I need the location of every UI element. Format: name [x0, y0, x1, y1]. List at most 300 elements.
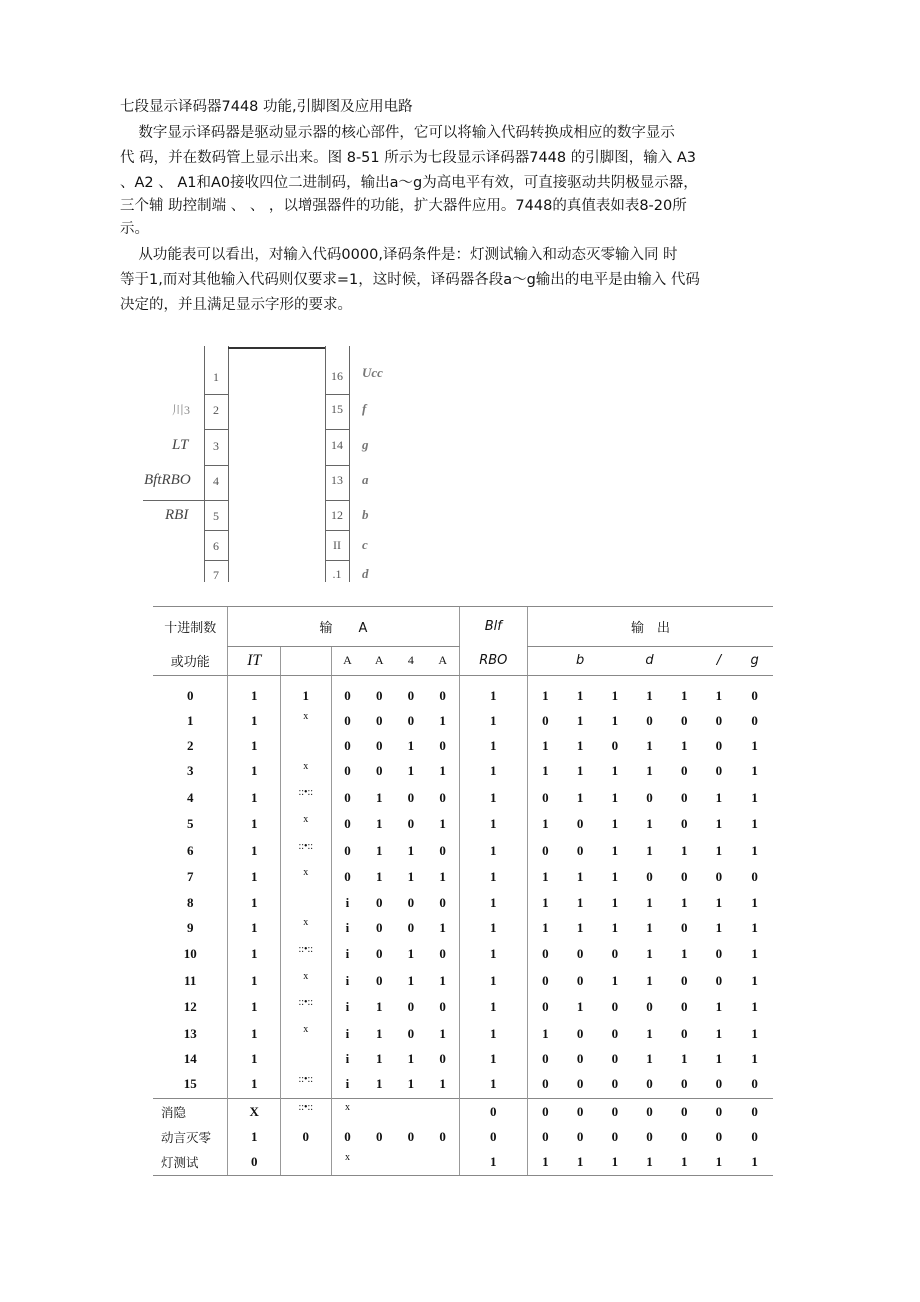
segment-output-cell: 0 [611, 1076, 619, 1092]
input-cell: 1 [407, 763, 415, 779]
pin-signal-right: d [362, 566, 369, 581]
input-cell: i [331, 1071, 363, 1098]
segment-output-cell: 1 [611, 789, 619, 805]
segment-output-cell: 1 [751, 919, 758, 935]
segment-output-cell: 0 [751, 869, 758, 885]
segment-output-cell: 0 [646, 1128, 653, 1144]
segment-output-cell: 1 [715, 687, 723, 703]
row-label: 灯测试 [153, 1149, 228, 1176]
row-label: 7 [186, 869, 194, 885]
pin-number-right: 13 [331, 473, 343, 487]
segment-output-cell: 0 [611, 1026, 619, 1042]
header-input-sub: A [331, 646, 363, 676]
input-cell: ::•:: [280, 1071, 331, 1098]
input-cell [395, 1098, 427, 1125]
pin-box-line [204, 500, 228, 501]
paragraph-line: 示。 [120, 221, 149, 237]
input-cell: ::•:: [280, 994, 331, 1021]
input-cell: 1 [228, 784, 281, 811]
pin-box-line [325, 530, 349, 531]
ic-body-top-edge [228, 347, 325, 349]
segment-output-cell: 1 [715, 816, 723, 832]
input-cell: 1 [375, 789, 383, 805]
segment-output-cell: 0 [736, 1098, 773, 1125]
input-cell [427, 1098, 459, 1125]
input-cell: 0 [407, 789, 415, 805]
input-cell [280, 734, 331, 758]
row-label: 3 [186, 763, 194, 779]
segment-output-cell: 1 [680, 687, 688, 703]
table-row [153, 811, 773, 838]
input-cell: i [331, 994, 363, 1021]
pin-number-left: 4 [213, 474, 219, 488]
input-cell: 0 [375, 737, 383, 753]
input-cell [395, 1149, 427, 1176]
row-label: 0 [186, 687, 194, 703]
table-row [153, 864, 773, 891]
segment-output-cell: 0 [646, 1076, 653, 1092]
table-row [153, 758, 773, 785]
ic-body-left-edge [228, 346, 229, 582]
input-cell: 1 [407, 946, 415, 962]
input-cell: 0 [439, 1128, 446, 1144]
table-row [153, 676, 773, 708]
input-cell: x [280, 914, 331, 941]
input-cell: 0 [439, 687, 446, 703]
pin-number-right: 14 [331, 438, 343, 452]
segment-output-cell: 0 [528, 1098, 563, 1125]
input-cell: 1 [228, 1071, 281, 1098]
input-cell: 1 [407, 842, 415, 858]
input-cell: ::•:: [280, 941, 331, 968]
segment-output-cell: 1 [528, 1149, 563, 1176]
input-cell: 0 [331, 1125, 363, 1149]
header-output-sub [667, 646, 702, 676]
input-cell: 0 [375, 763, 383, 779]
row-label: 6 [186, 842, 194, 858]
segment-output-cell: 1 [576, 999, 584, 1015]
row-label: 消隐 [153, 1098, 228, 1125]
truth-table [153, 606, 773, 1176]
segment-output-cell: 0 [646, 999, 653, 1015]
input-cell: 0 [375, 972, 383, 988]
input-cell: 0 [331, 676, 363, 708]
input-cell [280, 1047, 331, 1071]
segment-output-cell: 1 [751, 972, 758, 988]
input-cell: 1 [439, 869, 446, 885]
bi-rbo-cell: 1 [459, 838, 528, 865]
segment-output-cell: 0 [751, 1128, 758, 1144]
input-cell: 1 [228, 838, 281, 865]
input-cell: 1 [375, 842, 383, 858]
input-cell: 1 [228, 758, 281, 785]
header-function-label: 或功能 [153, 646, 228, 676]
row-label: 9 [186, 919, 194, 935]
pin-signal-right: g [362, 437, 369, 452]
segment-output-cell: 0 [576, 1076, 584, 1092]
segment-output-cell: 0 [646, 712, 653, 728]
table-row [153, 838, 773, 865]
signal-divider [143, 500, 204, 501]
segment-output-cell: 1 [736, 1149, 773, 1176]
input-cell: 1 [228, 734, 281, 758]
document-title: 七段显示译码器7448 功能,引脚图及应用电路 [120, 99, 413, 115]
header-bi-label: Blf [459, 607, 528, 647]
input-cell [427, 1149, 459, 1176]
input-cell: i [331, 891, 363, 915]
input-cell: 1 [439, 712, 446, 728]
row-label: 8 [186, 894, 194, 910]
segment-output-cell: 1 [646, 816, 653, 832]
input-cell: 1 [407, 1051, 415, 1067]
segment-output-cell: 1 [528, 864, 563, 891]
input-cell: 0 [407, 687, 415, 703]
header-output-sub: b [563, 646, 598, 676]
input-cell [280, 1149, 331, 1176]
pin-number-right: 16 [331, 369, 343, 383]
segment-output-cell: 1 [680, 946, 688, 962]
segment-output-cell: 0 [611, 999, 619, 1015]
input-cell: 0 [407, 999, 415, 1015]
input-cell: 0 [439, 1051, 446, 1067]
segment-output-cell: 0 [528, 708, 563, 735]
table-row [153, 914, 773, 941]
table-row [153, 1047, 773, 1071]
header-decimal-label: 十进制数 [153, 607, 228, 647]
segment-output-cell: 1 [751, 894, 758, 910]
pin-signal-right: Ucc [362, 365, 383, 380]
input-cell: ::•:: [280, 838, 331, 865]
bi-rbo-cell: 1 [459, 914, 528, 941]
input-cell: x [280, 758, 331, 785]
input-cell: 1 [228, 941, 281, 968]
table-row [153, 1098, 773, 1125]
paragraph-line: 代 码，并在数码管上显示出来。图 8-51 所示为七段显示译码器7448 的引脚图，输入 A3 [120, 150, 696, 166]
header-input-sub: A [363, 646, 395, 676]
segment-output-cell: 0 [528, 838, 563, 865]
segment-output-cell: 1 [646, 946, 653, 962]
segment-output-cell: 0 [680, 919, 688, 935]
pin-column-right-outer [349, 346, 350, 582]
table-row [153, 708, 773, 735]
pin-box-line [325, 465, 349, 466]
input-cell: 1 [280, 676, 331, 708]
input-cell: 0 [407, 1128, 415, 1144]
paragraph-line: 三个辅 助控制端 、 、 ，以增强器件的功能，扩大器件应用。7448的真值表如表8-20所 [120, 198, 687, 214]
input-cell: 1 [228, 676, 281, 708]
segment-output-cell: 1 [528, 891, 563, 915]
segment-output-cell: 1 [528, 734, 563, 758]
input-cell: 0 [331, 734, 363, 758]
input-cell: 0 [375, 894, 383, 910]
segment-output-cell: 0 [528, 968, 563, 995]
segment-output-cell: 0 [715, 1128, 723, 1144]
pin-box-line [204, 465, 228, 466]
bi-rbo-cell: 1 [459, 758, 528, 785]
segment-output-cell: 0 [702, 1098, 737, 1125]
pin-number-left: 5 [213, 509, 219, 523]
input-cell: i [331, 941, 363, 968]
segment-output-cell: 1 [528, 811, 563, 838]
input-cell: x [280, 968, 331, 995]
input-cell: i [331, 1047, 363, 1071]
segment-output-cell: 0 [680, 816, 688, 832]
header-rbo-label: RBO [459, 646, 528, 676]
header-outputs-title: 输 出 [528, 607, 773, 647]
input-cell: 1 [375, 816, 383, 832]
segment-output-cell: 0 [751, 1076, 758, 1092]
input-cell: 0 [407, 919, 415, 935]
bi-rbo-cell: 1 [459, 1047, 528, 1071]
pin-box-line [325, 394, 349, 395]
input-cell: 1 [439, 919, 446, 935]
table-row [153, 941, 773, 968]
segment-output-cell: 0 [715, 1076, 723, 1092]
input-cell: ::•:: [280, 784, 331, 811]
input-cell: x [280, 1021, 331, 1048]
input-cell: 0 [331, 838, 363, 865]
bi-rbo-cell: 1 [459, 864, 528, 891]
segment-output-cell: 1 [680, 1051, 688, 1067]
input-cell: 1 [407, 972, 415, 988]
input-cell: 1 [439, 763, 446, 779]
segment-output-cell: 0 [715, 869, 723, 885]
bi-rbo-cell: 1 [459, 811, 528, 838]
input-cell: 0 [407, 816, 415, 832]
input-cell: 0 [375, 1128, 383, 1144]
input-cell: 1 [228, 864, 281, 891]
row-label: 4 [186, 789, 194, 805]
table-row [153, 968, 773, 995]
input-cell: 1 [439, 1076, 446, 1092]
input-cell: x [280, 864, 331, 891]
segment-output-cell: 0 [715, 946, 723, 962]
segment-output-cell: 0 [576, 1051, 584, 1067]
segment-output-cell: 1 [646, 737, 653, 753]
header-input-sub: IT [228, 646, 281, 676]
pin-number-left: 6 [213, 539, 219, 553]
input-cell: 1 [439, 1026, 446, 1042]
input-cell: 1 [407, 869, 415, 885]
pin-number-left: 2 [213, 403, 219, 417]
segment-output-cell: 1 [751, 1026, 758, 1042]
segment-output-cell: 0 [528, 941, 563, 968]
header-row-1 [153, 607, 773, 647]
input-cell: 0 [331, 864, 363, 891]
input-cell: 0 [407, 1026, 415, 1042]
pin-box-line [204, 560, 228, 561]
segment-output-cell: 1 [751, 1051, 758, 1067]
segment-output-cell: 0 [611, 1051, 619, 1067]
segment-output-cell: 1 [576, 919, 584, 935]
input-cell: 1 [407, 1076, 415, 1092]
segment-output-cell: 0 [528, 1047, 563, 1071]
input-cell: 0 [228, 1149, 281, 1176]
input-cell [280, 891, 331, 915]
header-row-2 [153, 646, 773, 676]
segment-output-cell: 1 [702, 1149, 737, 1176]
bi-rbo-cell: 1 [459, 676, 528, 708]
input-cell: 0 [407, 712, 415, 728]
input-cell: 0 [439, 789, 446, 805]
input-cell: 0 [439, 946, 446, 962]
input-cell: 0 [375, 687, 383, 703]
pin-signal-left: LT [172, 437, 189, 453]
segment-output-cell: 0 [528, 994, 563, 1021]
segment-output-cell: 1 [680, 842, 688, 858]
input-cell: 1 [375, 1076, 383, 1092]
segment-output-cell: 1 [611, 919, 619, 935]
input-cell: 1 [439, 972, 446, 988]
pin-number-right: 15 [331, 402, 343, 416]
input-cell: 1 [375, 869, 383, 885]
segment-output-cell: 1 [646, 1051, 653, 1067]
pin-box-line [325, 560, 349, 561]
segment-output-cell: 1 [646, 1026, 653, 1042]
bi-rbo-cell: 1 [459, 994, 528, 1021]
table-row [153, 1149, 773, 1176]
segment-output-cell: 0 [715, 763, 723, 779]
segment-output-cell: 0 [715, 712, 723, 728]
bi-rbo-cell: 1 [459, 784, 528, 811]
table-row [153, 994, 773, 1021]
segment-output-cell: 0 [680, 972, 688, 988]
segment-output-cell: 1 [680, 737, 688, 753]
segment-output-cell: 1 [646, 894, 653, 910]
input-cell: x [280, 708, 331, 735]
input-cell: 0 [331, 811, 363, 838]
segment-output-cell: 1 [611, 687, 619, 703]
input-cell: X [228, 1098, 281, 1125]
pin-box-line [325, 500, 349, 501]
input-cell: 1 [228, 1125, 281, 1149]
paragraph-line: 等于1,而对其他输入代码则仅要求=1，这时候，译码器各段a～g输出的电平是由输入 代码 [120, 272, 700, 288]
segment-output-cell: 0 [680, 869, 688, 885]
segment-output-cell: 0 [680, 1128, 688, 1144]
segment-output-cell: 1 [563, 1149, 598, 1176]
segment-output-cell: 1 [646, 687, 653, 703]
input-cell: 0 [375, 946, 383, 962]
input-cell: 1 [228, 914, 281, 941]
table-row [153, 1071, 773, 1098]
segment-output-cell: 0 [680, 789, 688, 805]
segment-output-cell: 1 [576, 712, 584, 728]
segment-output-cell: 1 [646, 919, 653, 935]
input-cell: i [331, 1021, 363, 1048]
input-cell: 1 [228, 708, 281, 735]
segment-output-cell: 1 [611, 842, 619, 858]
segment-output-cell: 0 [611, 737, 619, 753]
segment-output-cell: 1 [611, 712, 619, 728]
segment-output-cell: 1 [611, 816, 619, 832]
segment-output-cell: 1 [611, 972, 619, 988]
segment-output-cell: 0 [576, 816, 584, 832]
input-cell: 1 [228, 1021, 281, 1048]
segment-output-cell: 0 [715, 972, 723, 988]
header-output-sub: d [632, 646, 667, 676]
paragraph-line: 从功能表可以看出，对输入代码0000,译码条件是：灯测试输入和动态灭零输入同 时 [120, 247, 678, 263]
segment-output-cell: 0 [576, 1026, 584, 1042]
segment-output-cell: 1 [611, 763, 619, 779]
segment-output-cell: 0 [646, 789, 653, 805]
input-cell: i [331, 968, 363, 995]
row-label: 12 [183, 999, 197, 1015]
segment-output-cell: 1 [576, 763, 584, 779]
segment-output-cell: 0 [576, 946, 584, 962]
segment-output-cell: 0 [646, 869, 653, 885]
input-cell: 1 [228, 994, 281, 1021]
row-label: 2 [186, 737, 194, 753]
input-cell: 1 [228, 891, 281, 915]
segment-output-cell: 1 [528, 758, 563, 785]
segment-output-cell: 1 [576, 687, 584, 703]
table-row [153, 1125, 773, 1149]
segment-output-cell: 1 [528, 914, 563, 941]
pin-signal-left: RBI [165, 507, 189, 523]
segment-output-cell: 0 [611, 1128, 619, 1144]
segment-output-cell: 0 [528, 1071, 563, 1098]
segment-output-cell: 1 [528, 676, 563, 708]
header-output-sub [597, 646, 632, 676]
bi-rbo-cell: 1 [459, 734, 528, 758]
input-cell: i [331, 914, 363, 941]
segment-output-cell: 1 [751, 763, 758, 779]
pin-signal-right: c [362, 537, 368, 552]
segment-output-cell: 0 [576, 1128, 584, 1144]
table-row [153, 1021, 773, 1048]
segment-output-cell: 0 [680, 712, 688, 728]
segment-output-cell: 1 [751, 789, 758, 805]
input-cell: 0 [331, 708, 363, 735]
input-cell: 0 [439, 842, 446, 858]
input-cell: 0 [331, 758, 363, 785]
input-cell: 0 [375, 712, 383, 728]
input-cell [363, 1098, 395, 1125]
segment-output-cell: 0 [680, 1076, 688, 1092]
segment-output-cell: 0 [528, 1125, 563, 1149]
segment-output-cell: 1 [646, 763, 653, 779]
row-label: 5 [186, 816, 194, 832]
input-cell: 1 [439, 816, 446, 832]
pin-number-left: 3 [213, 439, 219, 453]
row-label: 14 [183, 1051, 197, 1067]
paragraph-line: 数字显示译码器是驱动显示器的核心部件，它可以将输入代码转换成相应的数字显示 [120, 125, 675, 141]
pin-box-line [325, 429, 349, 430]
segment-output-cell: 0 [680, 763, 688, 779]
input-cell: 0 [280, 1125, 331, 1149]
pin-box-line [204, 530, 228, 531]
pin-signal-right: f [362, 401, 367, 416]
input-cell: 1 [228, 811, 281, 838]
bi-rbo-cell: 0 [459, 1125, 528, 1149]
segment-output-cell: 1 [715, 789, 723, 805]
input-cell: x [331, 1149, 363, 1176]
pin-signal-left: 川3 [172, 403, 191, 417]
segment-output-cell: 0 [680, 999, 688, 1015]
input-cell: 0 [407, 894, 415, 910]
row-label: 动言灭零 [161, 1129, 212, 1145]
pin-signal-left: BftRBO [144, 472, 191, 488]
paragraph-line: 、A2 、 A1和A0接收四位二进制码，输出a～g为高电平有效，可直接驱动共阴极显示器， [120, 175, 698, 191]
input-cell: 0 [439, 737, 446, 753]
bi-rbo-cell: 0 [459, 1098, 528, 1125]
segment-output-cell: 1 [611, 869, 619, 885]
bi-rbo-cell: 1 [459, 1149, 528, 1176]
input-cell: 1 [228, 968, 281, 995]
input-cell: ::•:: [280, 1098, 331, 1125]
segment-output-cell: 1 [715, 1026, 723, 1042]
input-cell: x [280, 811, 331, 838]
